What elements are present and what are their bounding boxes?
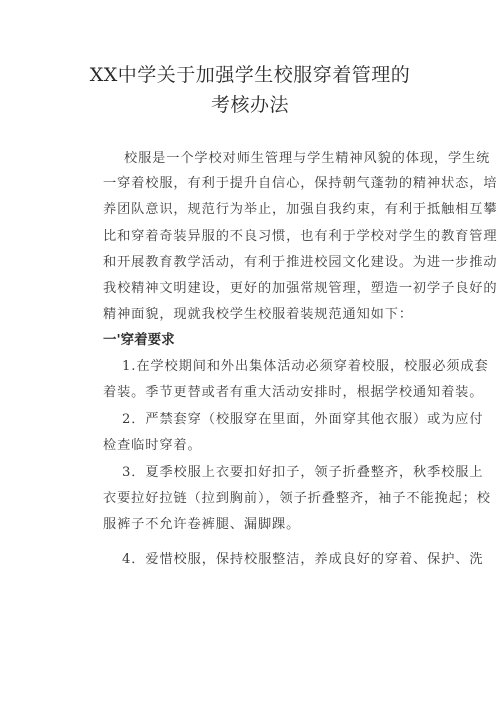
rule-3-line: 3．夏季校服上衣要扣好扣子，领子折叠整齐，秋季校服上 — [122, 465, 484, 480]
intro-line: 一穿着校服，有利于提升自信心，保持朝气蓬勃的精神状态，培 — [103, 176, 498, 191]
intro-line: 精神面貌，现就我校学生校服着装规范通知如下： — [103, 307, 413, 322]
intro-line: 我校精神文明建设，更好的加强常规管理，塑造一初学子良好的 — [103, 281, 498, 296]
section-heading: 一'穿着要求 — [103, 332, 175, 348]
document-title-line2: 考核办法 — [210, 94, 289, 116]
rule-1-line: 1.在学校期间和外出集体活动必须穿着校服，校服必须成套 — [122, 359, 489, 374]
intro-line: 养团队意识，规范行为举止，加强自我约束，有利于抵触相互攀 — [103, 202, 498, 217]
rule-2-line: 检查临时穿着。 — [103, 438, 202, 453]
rule-2-line: 2．严禁套穿（校服穿在里面，外面穿其他衣服）或为应付 — [122, 412, 484, 427]
document-title-line1: XX中学关于加强学生校服穿着管理的 — [89, 64, 411, 86]
rule-3-line: 服裤子不允许卷裤腿、漏脚踝。 — [103, 517, 301, 532]
rule-1-line: 着装。季节更替或者有重大活动安排时，根据学校通知着装。 — [103, 385, 484, 400]
rule-4-line: 4．爱惜校服，保持校服整洁，养成良好的穿着、保护、洗 — [122, 552, 484, 567]
rule-3-line: 衣要拉好拉链（拉到胸前），领子折叠整齐，袖子不能挽起；校 — [103, 491, 491, 506]
intro-line: 校服是一个学校对师生管理与学生精神风貌的体现，学生统 — [124, 151, 491, 166]
intro-line: 比和穿着奇装异服的不良习惯，也有利于学校对学生的教育管理 — [103, 229, 498, 244]
intro-line: 和开展教育教学活动，有利于推进校园文化建设。为进一步推动 — [103, 255, 498, 270]
